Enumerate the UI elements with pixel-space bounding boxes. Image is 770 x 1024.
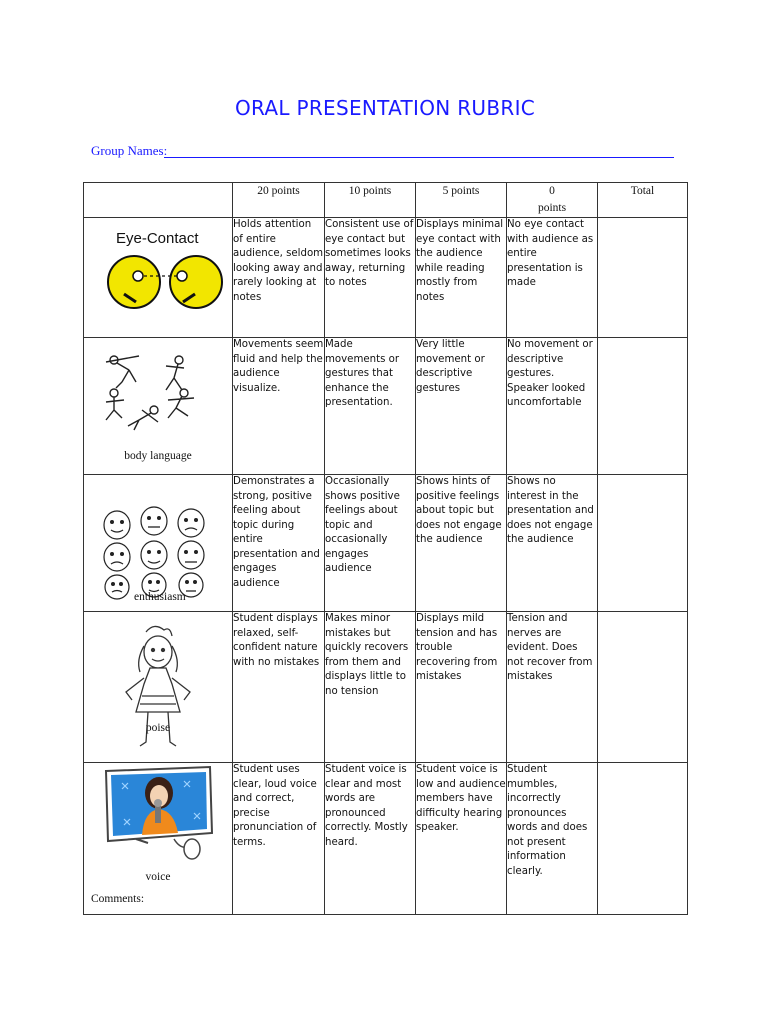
body-language-5-cell: Very little movement or descriptive gestures — [416, 338, 507, 475]
header-20-points: 20 points — [233, 183, 325, 218]
singer-monitor-icon — [84, 763, 233, 909]
poise-image-cell — [84, 612, 233, 763]
header-0-value: 0 — [549, 185, 555, 197]
header-0-points — [507, 183, 598, 218]
group-names-line[interactable] — [164, 157, 674, 158]
body-language-total-cell[interactable] — [598, 338, 688, 475]
poise-10-cell: Makes minor mistakes but quickly recovers from them and displays little to no tension — [325, 612, 416, 763]
poise-20-cell: Student displays relaxed, self-confident nature with no mistakes — [233, 612, 325, 763]
eye-contact-20-cell: Holds attention of entire audience, seldom looking away and rarely looking at notes — [233, 218, 325, 338]
voice-0-cell: Student mumbles, incorrectly pronounces words and does not present information clearly. — [507, 763, 598, 915]
rubric-row-voice — [84, 763, 688, 915]
header-blank — [84, 183, 233, 218]
rubric-row-enthusiasm — [84, 475, 688, 612]
poise-label: poise — [145, 722, 171, 734]
enthusiasm-label: enthusiasm — [134, 591, 186, 603]
body-language-10-cell: Made movements or gestures that enhance the presentation. — [325, 338, 416, 475]
rubric-table — [83, 182, 688, 915]
rubric-row-poise — [84, 612, 688, 763]
eye-contact-label: Eye-Contact — [116, 230, 199, 247]
enthusiasm-0-cell: Shows no interest in the presentation and does not engage the audience — [507, 475, 598, 612]
voice-image-cell — [84, 763, 233, 915]
header-total: Total — [598, 183, 688, 218]
enthusiasm-total-cell[interactable] — [598, 475, 688, 612]
header-10-points: 10 points — [325, 183, 416, 218]
eye-contact-0-cell: No eye contact with audience as entire presentation is made — [507, 218, 598, 338]
emotion-faces-icon — [84, 475, 233, 606]
voice-label: voice — [145, 871, 171, 883]
poise-0-cell: Tension and nerves are evident. Does not recover from mistakes — [507, 612, 598, 763]
enthusiasm-10-cell: Occasionally shows positive feelings about topic and occasionally engages audience — [325, 475, 416, 612]
eye-contact-5-cell: Displays minimal eye contact with the audience while reading mostly from notes — [416, 218, 507, 338]
enthusiasm-5-cell: Shows hints of positive feelings about topic but does not engage the audience — [416, 475, 507, 612]
body-language-image-cell — [84, 338, 233, 475]
comments-label: Comments: — [91, 893, 145, 905]
header-5-points: 5 points — [416, 183, 507, 218]
poise-5-cell: Displays mild tension and has trouble recovering from mistakes — [416, 612, 507, 763]
rubric-row-eye-contact — [84, 218, 688, 338]
eye-contact-total-cell[interactable] — [598, 218, 688, 338]
rubric-row-body-language — [84, 338, 688, 475]
eye-contact-faces-icon — [84, 218, 233, 332]
group-names-label: Group Names: — [91, 143, 168, 158]
enthusiasm-image-cell — [84, 475, 233, 612]
eye-contact-10-cell: Consistent use of eye contact but sometimes looks away, returning to notes — [325, 218, 416, 338]
voice-10-cell: Student voice is clear and most words are pronounced correctly. Mostly heard. — [325, 763, 416, 915]
voice-total-cell[interactable] — [598, 763, 688, 915]
poise-total-cell[interactable] — [598, 612, 688, 763]
voice-5-cell: Student voice is low and audience members have difficulty hearing speaker. — [416, 763, 507, 915]
eye-contact-image-cell — [84, 218, 233, 338]
body-language-20-cell: Movements seem fluid and help the audience visualize. — [233, 338, 325, 475]
body-language-label: body language — [124, 450, 192, 462]
header-row — [84, 183, 688, 218]
body-language-0-cell: No movement or descriptive gestures. Speaker looked uncomfortable — [507, 338, 598, 475]
confident-girl-icon — [84, 612, 233, 757]
voice-20-cell: Student uses clear, loud voice and correct, precise pronunciation of terms. — [233, 763, 325, 915]
enthusiasm-20-cell: Demonstrates a strong, positive feeling about topic during entire presentation and engages audience — [233, 475, 325, 612]
header-0-unit: points — [537, 202, 567, 214]
page-title: ORAL PRESENTATION RUBRIC — [234, 96, 536, 120]
